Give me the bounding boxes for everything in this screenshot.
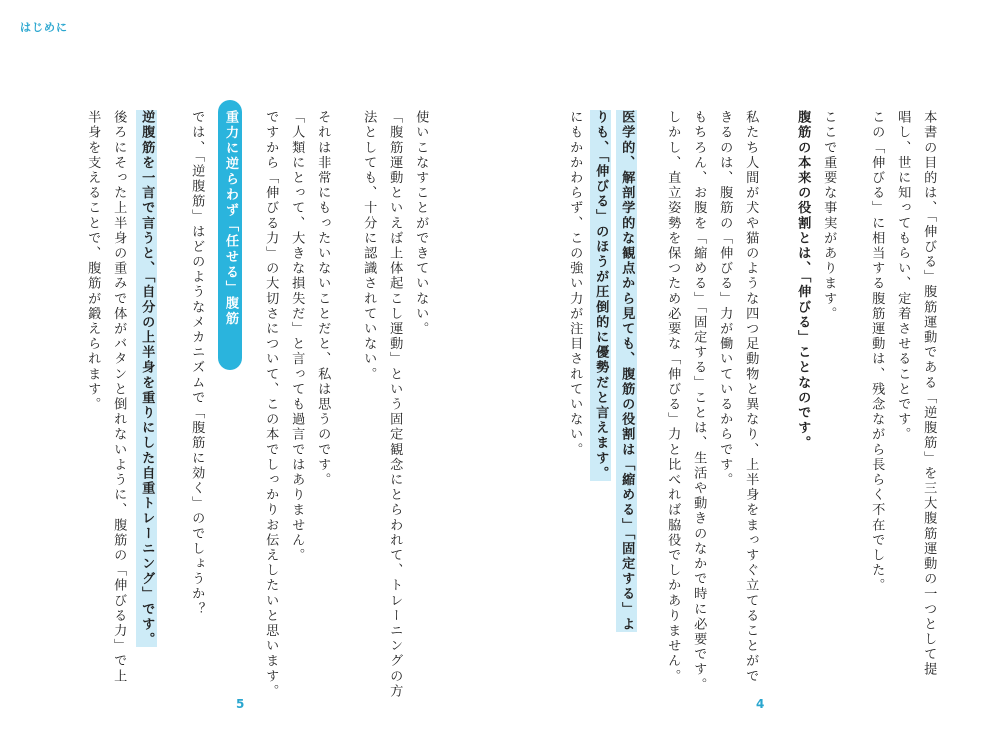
- paragraph-line: 法としても、十分に認識されていない。: [361, 110, 377, 382]
- highlighted-line: [140, 110, 153, 647]
- paragraph-line: にもかかわらず、この強い力が注目されていない。: [567, 110, 583, 458]
- emphasis-line: 腹筋の本来の役割とは、「伸びる」ことなのです。: [795, 110, 811, 451]
- highlight: 医学的、解剖学的な観点から見ても、腹筋の役割は「縮める」「固定する」よ: [616, 110, 637, 632]
- paragraph-line: 使いこなすことができていない。: [413, 110, 429, 337]
- subheading-text: 重力に逆らわず「任せる」腹筋: [223, 110, 238, 327]
- highlight: りも、「伸びる」のほうが圧倒的に優勢だと言えます。: [590, 110, 611, 481]
- paragraph-line: 「腹筋運動といえば上体起こし運動」という固定観念にとらわれて、トレーニングの方: [387, 110, 403, 699]
- paragraph-line: では、「逆腹筋」はどのようなメカニズムで「腹筋に効く」のでしょうか？: [189, 110, 205, 617]
- highlighted-line: [594, 110, 607, 481]
- paragraph-line: 後ろにそった上半身の重みで体がバタンと倒れないように、腹筋の「伸びる力」で上: [111, 110, 127, 684]
- paragraph-line: 半身を支えることで、腹筋が鍛えられます。: [85, 110, 101, 412]
- paragraph-line: もちろん、お腹を「縮める」「固定する」ことは、生活や動きのなかで時に必要です。: [691, 110, 707, 693]
- highlight: 逆腹筋を一言で言うと、「自分の上半身を重りにした自重トレーニング」です。: [136, 110, 157, 647]
- paragraph-line: 唱し、世に知ってもらい、定着させることです。: [895, 110, 911, 443]
- paragraph-line: この「伸びる」に相当する腹筋運動は、残念ながら長らく不在でした。: [869, 110, 885, 594]
- paragraph-line: ここで重要な事実があります。: [821, 110, 837, 322]
- paragraph-line: ですから「伸びる力」の大切さについて、この本でしっかりお伝えしたいと思います。: [263, 110, 279, 699]
- paragraph-line: 「人類にとって、大きな損失だ」と言っても過言ではありません。: [289, 110, 305, 563]
- subheading: [218, 100, 242, 370]
- highlighted-line: [620, 110, 633, 632]
- page-number-right: 4: [756, 697, 765, 711]
- page-number-left: 5: [236, 697, 245, 711]
- paragraph-line: 私たち人間が犬や猫のような四つ足動物と異なり、上半身をまっすぐ立てることがで: [743, 110, 759, 684]
- paragraph-line: しかし、直立姿勢を保つため必要な「伸びる」力と比べれば脇役でしかありません。: [665, 110, 681, 684]
- paragraph-line: それは非常にもったいないことだと、私は思うのです。: [315, 110, 331, 488]
- paragraph-line: きるのは、腹筋の「伸びる」力が働いているからです。: [717, 110, 733, 488]
- paragraph-line: 本書の目的は、「伸びる」腹筋運動である「逆腹筋」を三大腹筋運動の一つとして提: [921, 110, 937, 678]
- section-label: はじめに: [20, 21, 68, 34]
